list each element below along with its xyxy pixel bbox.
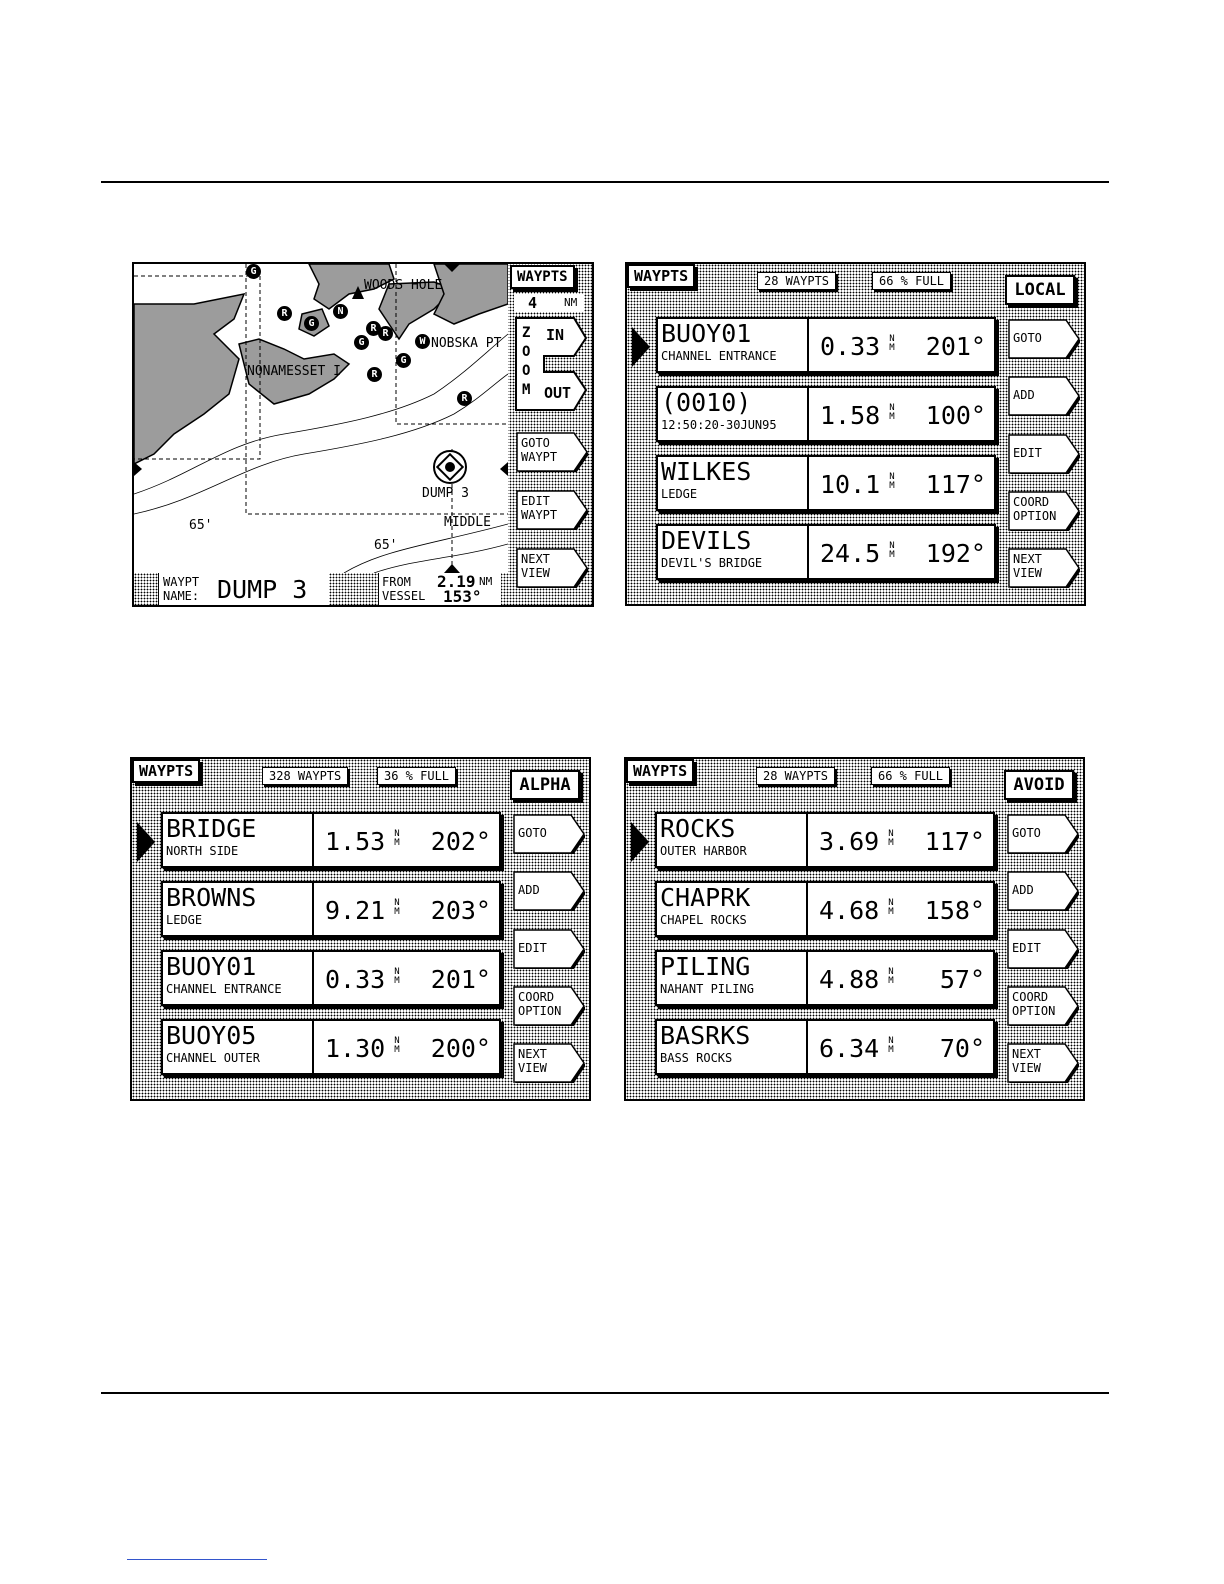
zoom-word: ZOOM <box>522 325 531 398</box>
waypoint-name-cell <box>657 1021 808 1073</box>
waypoint-name-cell <box>658 457 809 509</box>
waypoint-distance: 10.1 <box>820 470 881 499</box>
zoom-out-button[interactable]: OUT <box>544 384 572 402</box>
unit-n: N <box>394 898 400 908</box>
waypoint-name: BUOY01 <box>661 319 752 348</box>
button-label: GOTO <box>518 826 547 840</box>
waypoint-distance: 0.33 <box>820 332 881 361</box>
label-depth: 65' <box>374 538 398 553</box>
waypoint-distance: 9.21 <box>325 896 386 925</box>
waypoint-list-screen-local <box>625 262 1086 606</box>
unit-m: M <box>889 550 895 560</box>
waypoint-row[interactable] <box>656 386 996 442</box>
edit-waypt-button[interactable] <box>516 490 588 530</box>
button-label: ADD <box>518 883 540 897</box>
waypoint-bearing: 192° <box>925 539 986 568</box>
waypoint-name: PILING <box>660 952 751 981</box>
waypoint-distance: 4.68 <box>819 896 880 925</box>
button-label: COORD OPTION <box>1013 495 1057 523</box>
waypoint-row[interactable] <box>161 812 501 868</box>
map-area[interactable] <box>134 264 508 573</box>
unit-n: N <box>888 967 894 977</box>
selection-pointer-icon <box>137 822 155 862</box>
waypts-tab[interactable]: WAYPTS <box>627 264 695 288</box>
nm-unit <box>888 542 896 560</box>
distance-value: 2.19 <box>437 572 476 591</box>
waypoint-row[interactable] <box>655 881 995 937</box>
waypoint-row[interactable] <box>656 317 996 373</box>
waypoint-name-box <box>158 573 329 605</box>
unit-m: M <box>889 481 895 491</box>
waypoint-name: BUOY05 <box>166 1021 257 1050</box>
button-label: EDIT <box>518 941 547 955</box>
zoom-in-button[interactable]: IN <box>546 326 565 344</box>
unit-m: M <box>888 838 894 848</box>
name-label: NAME: <box>163 589 200 603</box>
unit-n: N <box>394 829 400 839</box>
unit-n: N <box>888 1036 894 1046</box>
unit-n: N <box>888 829 894 839</box>
waypoint-row[interactable] <box>655 812 995 868</box>
waypoint-row[interactable] <box>656 524 996 580</box>
waypoint-distance: 3.69 <box>819 827 880 856</box>
waypoint-name: (0010) <box>661 388 752 417</box>
unit-m: M <box>394 976 400 986</box>
buoy-marker[interactable]: R <box>378 326 393 341</box>
unit-n: N <box>888 898 894 908</box>
sort-mode-tab[interactable]: AVOID <box>1004 770 1074 800</box>
waypoint-name: BROWNS <box>166 883 257 912</box>
waypoint-row[interactable] <box>161 950 501 1006</box>
button-label: COORD OPTION <box>1012 990 1056 1018</box>
waypoint-description: NORTH SIDE <box>166 844 239 858</box>
button-label: EDIT <box>1012 941 1041 955</box>
coord-option-button[interactable] <box>1008 491 1080 531</box>
waypoint-distance: 4.88 <box>819 965 880 994</box>
buoy-marker[interactable]: R <box>366 321 381 336</box>
waypoint-description: DEVIL'S BRIDGE <box>661 556 763 570</box>
waypoint-name: CHAPRK <box>660 883 751 912</box>
nm-unit <box>887 899 895 917</box>
selection-pointer-icon <box>631 822 649 862</box>
button-label: NEXT VIEW <box>521 552 550 580</box>
waypoint-description: NAHANT PILING <box>660 982 754 996</box>
memory-full: 66 % FULL <box>872 272 951 290</box>
waypoint-name-cell <box>657 952 808 1004</box>
waypoint-distance: 6.34 <box>819 1034 880 1063</box>
label-middle: MIDDLE <box>444 515 491 530</box>
next-view-button[interactable] <box>1007 1043 1079 1083</box>
top-rule <box>101 181 1109 183</box>
button-label: GOTO WAYPT <box>521 436 558 464</box>
next-view-button[interactable] <box>1008 548 1080 588</box>
buoy-marker[interactable]: W <box>415 334 430 349</box>
waypoint-description: OUTER HARBOR <box>660 844 747 858</box>
label-dump: DUMP 3 <box>422 486 469 501</box>
waypoint-name-cell <box>163 814 314 866</box>
waypoint-bearing: 100° <box>925 401 986 430</box>
unit-n: N <box>889 472 895 482</box>
waypoint-bearing: 203° <box>430 896 491 925</box>
waypoint-bearing: 158° <box>924 896 985 925</box>
button-label: GOTO <box>1012 826 1041 840</box>
unit-m: M <box>889 412 895 422</box>
edit-button[interactable] <box>1007 929 1079 969</box>
next-view-button[interactable] <box>513 1043 585 1083</box>
label-depth: 65' <box>189 518 213 533</box>
unit-n: N <box>889 403 895 413</box>
buoy-marker[interactable]: N <box>333 304 348 319</box>
buoy-marker[interactable]: R <box>457 391 472 406</box>
waypoint-name: ROCKS <box>660 814 736 843</box>
unit-m: M <box>889 343 895 353</box>
zoom-readout <box>514 294 584 312</box>
waypoint-list-screen-alpha <box>130 757 591 1101</box>
waypoint-name-cell <box>657 814 808 866</box>
buoy-marker[interactable]: G <box>246 264 261 279</box>
waypoint-bearing: 202° <box>430 827 491 856</box>
nm-unit <box>393 1037 401 1055</box>
status-bar <box>134 573 508 607</box>
unit-m: M <box>394 1045 400 1055</box>
button-label: NEXT VIEW <box>1012 1047 1041 1075</box>
nm-unit <box>393 830 401 848</box>
nm-unit <box>888 404 896 422</box>
waypoint-name: BASRKS <box>660 1021 751 1050</box>
waypoint-list-screen-avoid <box>624 757 1085 1101</box>
goto-waypt-button[interactable] <box>516 432 588 472</box>
waypoint-row[interactable] <box>655 950 995 1006</box>
waypoint-name-cell <box>163 952 314 1004</box>
waypts-tab[interactable]: WAYPTS <box>626 759 694 783</box>
goto-button[interactable] <box>1007 814 1079 854</box>
buoy-marker[interactable]: R <box>367 367 382 382</box>
waypoint-row[interactable] <box>656 455 996 511</box>
unit-n: N <box>889 541 895 551</box>
waypoint-description: 12:50:20-30JUN95 <box>661 418 777 432</box>
waypoint-name-cell <box>658 526 809 578</box>
coord-option-button[interactable] <box>513 986 585 1026</box>
button-label: NEXT VIEW <box>1013 552 1042 580</box>
waypoint-description: LEDGE <box>166 913 203 927</box>
waypoint-bearing: 201° <box>925 332 986 361</box>
button-label: EDIT WAYPT <box>521 494 558 522</box>
button-label: EDIT <box>1013 446 1042 460</box>
buoy-marker[interactable]: G <box>354 335 369 350</box>
waypoint-name: BUOY01 <box>166 952 257 981</box>
nm-unit <box>393 899 401 917</box>
unit-n: N <box>394 967 400 977</box>
waypoint-distance: 1.53 <box>325 827 386 856</box>
from-label: FROM <box>382 575 411 589</box>
button-label: NEXT VIEW <box>518 1047 547 1075</box>
waypoint-count: 328 WAYPTS <box>262 767 348 785</box>
nm-unit <box>888 335 896 353</box>
sort-mode-tab[interactable]: ALPHA <box>510 770 580 800</box>
waypoint-bearing: 117° <box>924 827 985 856</box>
waypoint-distance: 1.58 <box>820 401 881 430</box>
waypoint-description: CHAPEL ROCKS <box>660 913 747 927</box>
zoom-value: 4 <box>528 294 538 312</box>
nm-unit <box>887 830 895 848</box>
label-nobska: NOBSKA PT <box>431 336 502 351</box>
buoy-marker[interactable]: G <box>304 316 319 331</box>
waypoint-bearing: 57° <box>939 965 985 994</box>
memory-full: 36 % FULL <box>377 767 456 785</box>
selection-pointer-icon <box>632 327 650 367</box>
waypoint-name-cell <box>658 319 809 371</box>
unit-m: M <box>888 907 894 917</box>
waypoint-name: DEVILS <box>661 526 752 555</box>
nm-unit <box>393 968 401 986</box>
waypoint-description: CHANNEL ENTRANCE <box>166 982 282 996</box>
from-vessel-box <box>378 573 501 605</box>
bearing-value: 153° <box>443 587 482 606</box>
waypoint-name-cell <box>657 883 808 935</box>
nm-unit <box>887 968 895 986</box>
waypts-tab[interactable]: WAYPTS <box>132 759 200 783</box>
waypoint-row[interactable] <box>161 881 501 937</box>
waypoint-name: WILKES <box>661 457 752 486</box>
waypoint-bearing: 201° <box>430 965 491 994</box>
nm-unit <box>887 1037 895 1055</box>
footnote-rule <box>127 1559 267 1560</box>
waypoint-distance: 1.30 <box>325 1034 386 1063</box>
waypoint-count: 28 WAYPTS <box>756 767 835 785</box>
add-button[interactable] <box>1007 871 1079 911</box>
waypoint-description: BASS ROCKS <box>660 1051 733 1065</box>
waypoint-distance: 24.5 <box>820 539 881 568</box>
waypoint-description: CHANNEL OUTER <box>166 1051 260 1065</box>
zoom-unit: NM <box>564 296 578 309</box>
edit-button[interactable] <box>1008 434 1080 474</box>
waypoint-name-cell <box>163 1021 314 1073</box>
waypoint-description: LEDGE <box>661 487 698 501</box>
next-view-button[interactable] <box>516 548 588 588</box>
memory-full: 66 % FULL <box>871 767 950 785</box>
chart-screen <box>132 262 594 607</box>
waypoint-name-cell <box>658 388 809 440</box>
waypoint-bearing: 117° <box>925 470 986 499</box>
unit-n: N <box>889 334 895 344</box>
button-label: ADD <box>1012 883 1034 897</box>
waypoint-row[interactable] <box>161 1019 501 1075</box>
edit-button[interactable] <box>513 929 585 969</box>
button-label: COORD OPTION <box>518 990 562 1018</box>
add-button[interactable] <box>513 871 585 911</box>
unit-n: N <box>394 1036 400 1046</box>
waypoint-name: DUMP 3 <box>217 575 308 604</box>
coord-option-button[interactable] <box>1007 986 1079 1026</box>
goto-button[interactable] <box>513 814 585 854</box>
name-label: WAYPT <box>163 575 200 589</box>
waypoint-count: 28 WAYPTS <box>757 272 836 290</box>
unit-m: M <box>888 976 894 986</box>
waypoint-description: CHANNEL ENTRANCE <box>661 349 777 363</box>
waypoint-row[interactable] <box>655 1019 995 1075</box>
waypoint-bearing: 200° <box>430 1034 491 1063</box>
bottom-rule <box>101 1392 1109 1394</box>
waypoint-name-cell <box>163 883 314 935</box>
sort-mode-tab[interactable]: LOCAL <box>1005 275 1075 305</box>
buoy-marker[interactable]: G <box>396 353 411 368</box>
buoy-marker[interactable]: R <box>277 306 292 321</box>
button-label: GOTO <box>1013 331 1042 345</box>
distance-unit: NM <box>479 575 493 588</box>
vessel-label: VESSEL <box>382 589 426 603</box>
button-label: ADD <box>1013 388 1035 402</box>
unit-m: M <box>888 1045 894 1055</box>
unit-m: M <box>394 907 400 917</box>
waypoint-name: BRIDGE <box>166 814 257 843</box>
nm-unit <box>888 473 896 491</box>
unit-m: M <box>394 838 400 848</box>
add-button[interactable] <box>1008 376 1080 416</box>
zoom-control <box>514 316 588 412</box>
goto-button[interactable] <box>1008 319 1080 359</box>
waypoint-distance: 0.33 <box>325 965 386 994</box>
label-woods-hole: WOODS HOLE <box>364 278 443 293</box>
label-nonamesset: NONAMESSET I <box>247 364 341 379</box>
waypts-tab[interactable]: WAYPTS <box>510 265 575 289</box>
waypoint-bearing: 70° <box>939 1034 985 1063</box>
